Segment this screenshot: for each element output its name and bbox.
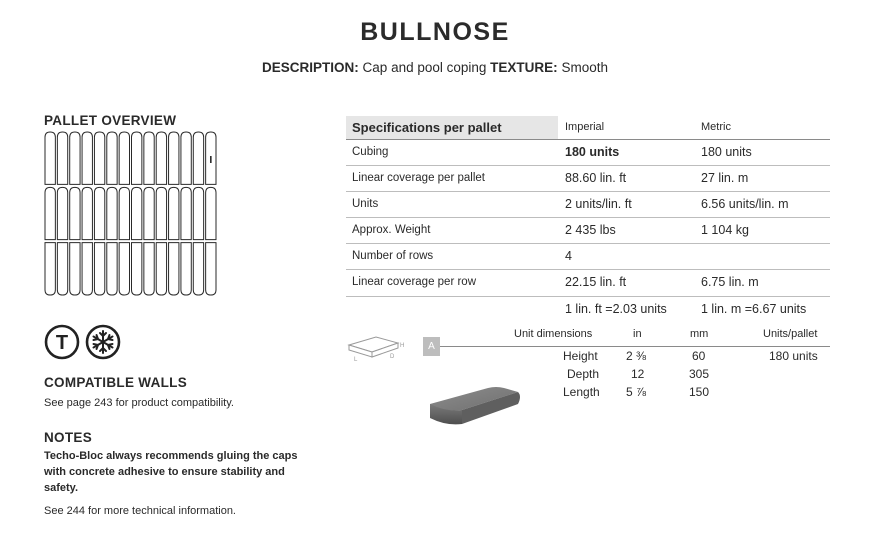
spec-header-row — [346, 116, 830, 140]
pallet-cap — [70, 187, 80, 239]
spec-metric: 1 lin. m =6.67 units — [701, 302, 807, 316]
table-row — [346, 244, 830, 270]
compatible-walls-heading: COMPATIBLE WALLS — [44, 375, 188, 390]
table-row — [346, 166, 830, 192]
pallet-diagram — [44, 131, 217, 297]
pallet-cap — [193, 132, 203, 184]
pallet-cap — [206, 243, 216, 295]
texture-value: Smooth — [561, 60, 608, 75]
spec-imperial: 22.15 lin. ft — [565, 275, 627, 289]
diagram-label-d: D — [390, 354, 395, 360]
spec-imperial: 180 units — [565, 145, 620, 159]
pallet-cap — [119, 132, 129, 184]
pallet-cap — [193, 187, 203, 239]
description-label: DESCRIPTION: — [262, 60, 359, 75]
dim-header-units: Units/pallet — [763, 328, 818, 340]
pallet-overview-heading: PALLET OVERVIEW — [44, 113, 177, 128]
dim-units: 180 units — [769, 349, 818, 363]
pallet-cap — [169, 243, 179, 295]
pallet-cap — [144, 243, 154, 295]
spec-header-imperial: Imperial — [565, 121, 605, 133]
unit-badge: A — [423, 337, 440, 356]
pallet-cap — [94, 187, 104, 239]
pallet-cap — [181, 243, 191, 295]
table-row — [346, 218, 830, 244]
dim-header-label: Unit dimensions — [514, 328, 593, 340]
spec-label: Number of rows — [352, 250, 434, 262]
spec-metric: 1 104 kg — [701, 223, 749, 237]
dim-mm: 150 — [689, 385, 710, 399]
t-icon-label: T — [55, 332, 69, 354]
pallet-cap — [132, 243, 142, 295]
pallet-cap — [45, 243, 55, 295]
snowflake-icon — [87, 326, 119, 358]
spec-metric: 6.75 lin. m — [701, 275, 759, 289]
dim-mm: 305 — [689, 367, 710, 381]
pallet-cap — [206, 187, 216, 239]
unit-dimension-diagram — [346, 333, 406, 370]
pallet-cap — [156, 243, 166, 295]
description-line — [0, 60, 870, 75]
pallet-cap — [82, 243, 92, 295]
pallet-cap — [107, 187, 117, 239]
dim-mm: 60 — [692, 349, 706, 363]
texture-label: TEXTURE: — [490, 60, 558, 75]
spec-label: Units — [352, 198, 379, 210]
pallet-cap — [144, 132, 154, 184]
dim-in: 12 — [631, 367, 645, 381]
spec-metric: 6.56 units/lin. m — [701, 197, 789, 211]
pallet-cap — [144, 187, 154, 239]
pallet-cap — [193, 243, 203, 295]
pallet-cap — [181, 187, 191, 239]
pallet-cap — [82, 132, 92, 184]
diagram-label-h: H — [400, 343, 405, 349]
dim-label: Length — [563, 385, 600, 399]
spec-label: Approx. Weight — [352, 224, 431, 236]
dim-in: 5 ⅞ — [626, 385, 647, 399]
spec-label: Cubing — [352, 146, 389, 158]
pallet-cap — [132, 187, 142, 239]
spec-metric: 180 units — [701, 145, 752, 159]
pallet-cap — [107, 132, 117, 184]
diagram-label-l: L — [354, 357, 358, 363]
feature-icons — [44, 324, 124, 367]
pallet-cap — [181, 132, 191, 184]
spec-imperial: 1 lin. ft =2.03 units — [565, 302, 667, 316]
pallet-cap — [57, 132, 67, 184]
pallet-cap — [169, 187, 179, 239]
pallet-cap — [132, 132, 142, 184]
dim-header-mm: mm — [690, 328, 709, 340]
spec-metric: 27 lin. m — [701, 171, 749, 185]
pallet-cap — [94, 243, 104, 295]
pallet-cap — [57, 187, 67, 239]
pallet-cap — [156, 132, 166, 184]
notes-heading: NOTES — [44, 430, 93, 445]
description-value: Cap and pool coping — [362, 60, 487, 75]
spec-header-title: Specifications per pallet — [352, 120, 502, 135]
pallet-cap — [57, 243, 67, 295]
pallet-cap — [70, 243, 80, 295]
spec-header-metric: Metric — [701, 121, 731, 133]
spec-imperial: 4 — [565, 249, 572, 263]
pallet-cap — [82, 187, 92, 239]
dim-header-in: in — [633, 328, 642, 340]
pallet-cap — [45, 132, 55, 184]
bullnose-block-image — [426, 382, 526, 435]
spec-imperial: 2 units/lin. ft — [565, 197, 632, 211]
pallet-cap — [119, 187, 129, 239]
dim-label: Depth — [567, 367, 600, 381]
specifications-table — [346, 116, 830, 322]
spec-label: Linear coverage per row — [352, 276, 477, 288]
table-row — [346, 270, 830, 297]
page-title: BULLNOSE — [360, 18, 510, 46]
table-row — [346, 297, 830, 322]
spec-label: Linear coverage per pallet — [352, 172, 485, 184]
pallet-cap — [169, 132, 179, 184]
t-circle-icon — [46, 326, 78, 358]
spec-imperial: 88.60 lin. ft — [565, 171, 627, 185]
notes-bold-text: Techo-Bloc always recommends gluing the caps with concrete adhesive to ensure stability and safety. — [44, 450, 298, 494]
table-row — [346, 192, 830, 218]
pallet-cap — [45, 187, 55, 239]
spec-imperial: 2 435 lbs — [565, 223, 616, 237]
pallet-cap — [70, 132, 80, 184]
pallet-cap — [107, 243, 117, 295]
pallet-cap — [119, 243, 129, 295]
notes-text: See 244 for more technical information. — [44, 505, 236, 517]
dim-in: 2 ⅜ — [626, 349, 647, 363]
pallet-cap — [94, 132, 104, 184]
dim-label: Height — [563, 349, 598, 363]
pallet-cap — [156, 187, 166, 239]
dim-divider — [440, 346, 830, 347]
compatible-walls-text: See page 243 for product compatibility. — [44, 397, 234, 409]
table-row — [346, 140, 830, 166]
